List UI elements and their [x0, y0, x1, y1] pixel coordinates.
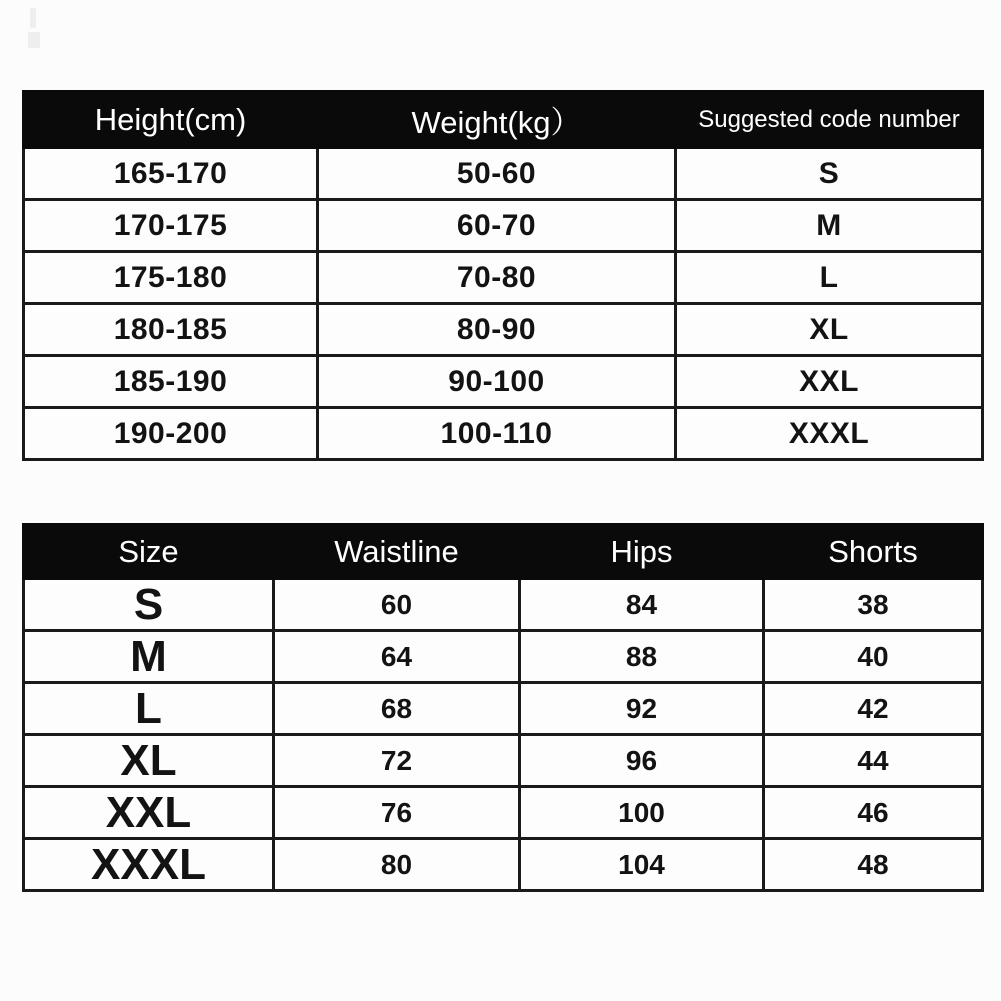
hips-cell: 92 — [520, 683, 764, 735]
waistline-cell: 76 — [274, 787, 520, 839]
scan-artifact — [30, 8, 36, 28]
size-cell: XXL — [24, 787, 274, 839]
code-cell: L — [676, 252, 983, 304]
col-header-waistline: Waistline — [274, 525, 520, 579]
weight-cell: 80-90 — [318, 304, 676, 356]
shorts-cell: 46 — [764, 787, 983, 839]
shorts-cell: 42 — [764, 683, 983, 735]
size-cell: M — [24, 631, 274, 683]
table-row — [24, 631, 983, 683]
table-header-row — [24, 525, 983, 579]
size-cell: S — [24, 579, 274, 631]
hips-cell: 96 — [520, 735, 764, 787]
waistline-cell: 64 — [274, 631, 520, 683]
weight-cell: 70-80 — [318, 252, 676, 304]
weight-cell: 100-110 — [318, 408, 676, 460]
code-cell: S — [676, 148, 983, 200]
col-header-size: Size — [24, 525, 274, 579]
weight-cell: 50-60 — [318, 148, 676, 200]
table-row — [24, 579, 983, 631]
weight-cell: 60-70 — [318, 200, 676, 252]
hips-cell: 100 — [520, 787, 764, 839]
code-cell: XL — [676, 304, 983, 356]
code-cell: XXXL — [676, 408, 983, 460]
col-header-shorts: Shorts — [764, 525, 983, 579]
table-row — [24, 408, 983, 460]
table-row — [24, 356, 983, 408]
height-cell: 175-180 — [24, 252, 318, 304]
table-row — [24, 683, 983, 735]
col-header-hips: Hips — [520, 525, 764, 579]
shorts-cell: 48 — [764, 839, 983, 891]
waistline-cell: 60 — [274, 579, 520, 631]
height-cell: 165-170 — [24, 148, 318, 200]
height-weight-size-table — [22, 90, 984, 461]
table-header-row — [24, 92, 983, 148]
height-cell: 170-175 — [24, 200, 318, 252]
code-cell: XXL — [676, 356, 983, 408]
waistline-cell: 80 — [274, 839, 520, 891]
table-row — [24, 200, 983, 252]
size-cell: XL — [24, 735, 274, 787]
waistline-cell: 72 — [274, 735, 520, 787]
table-row — [24, 839, 983, 891]
table-row — [24, 148, 983, 200]
size-cell: L — [24, 683, 274, 735]
size-cell: XXXL — [24, 839, 274, 891]
height-cell: 180-185 — [24, 304, 318, 356]
col-header-weight: Weight(kg） — [318, 92, 676, 148]
table-row — [24, 304, 983, 356]
height-cell: 190-200 — [24, 408, 318, 460]
size-measurements-table — [22, 523, 984, 892]
shorts-cell: 40 — [764, 631, 983, 683]
waistline-cell: 68 — [274, 683, 520, 735]
shorts-cell: 44 — [764, 735, 983, 787]
table-row — [24, 252, 983, 304]
hips-cell: 88 — [520, 631, 764, 683]
weight-cell: 90-100 — [318, 356, 676, 408]
hips-cell: 104 — [520, 839, 764, 891]
shorts-cell: 38 — [764, 579, 983, 631]
col-header-suggested-code: Suggested code number — [676, 92, 983, 148]
table-row — [24, 787, 983, 839]
height-cell: 185-190 — [24, 356, 318, 408]
scan-artifact — [28, 32, 40, 48]
col-header-height: Height(cm) — [24, 92, 318, 148]
code-cell: M — [676, 200, 983, 252]
hips-cell: 84 — [520, 579, 764, 631]
table-row — [24, 735, 983, 787]
